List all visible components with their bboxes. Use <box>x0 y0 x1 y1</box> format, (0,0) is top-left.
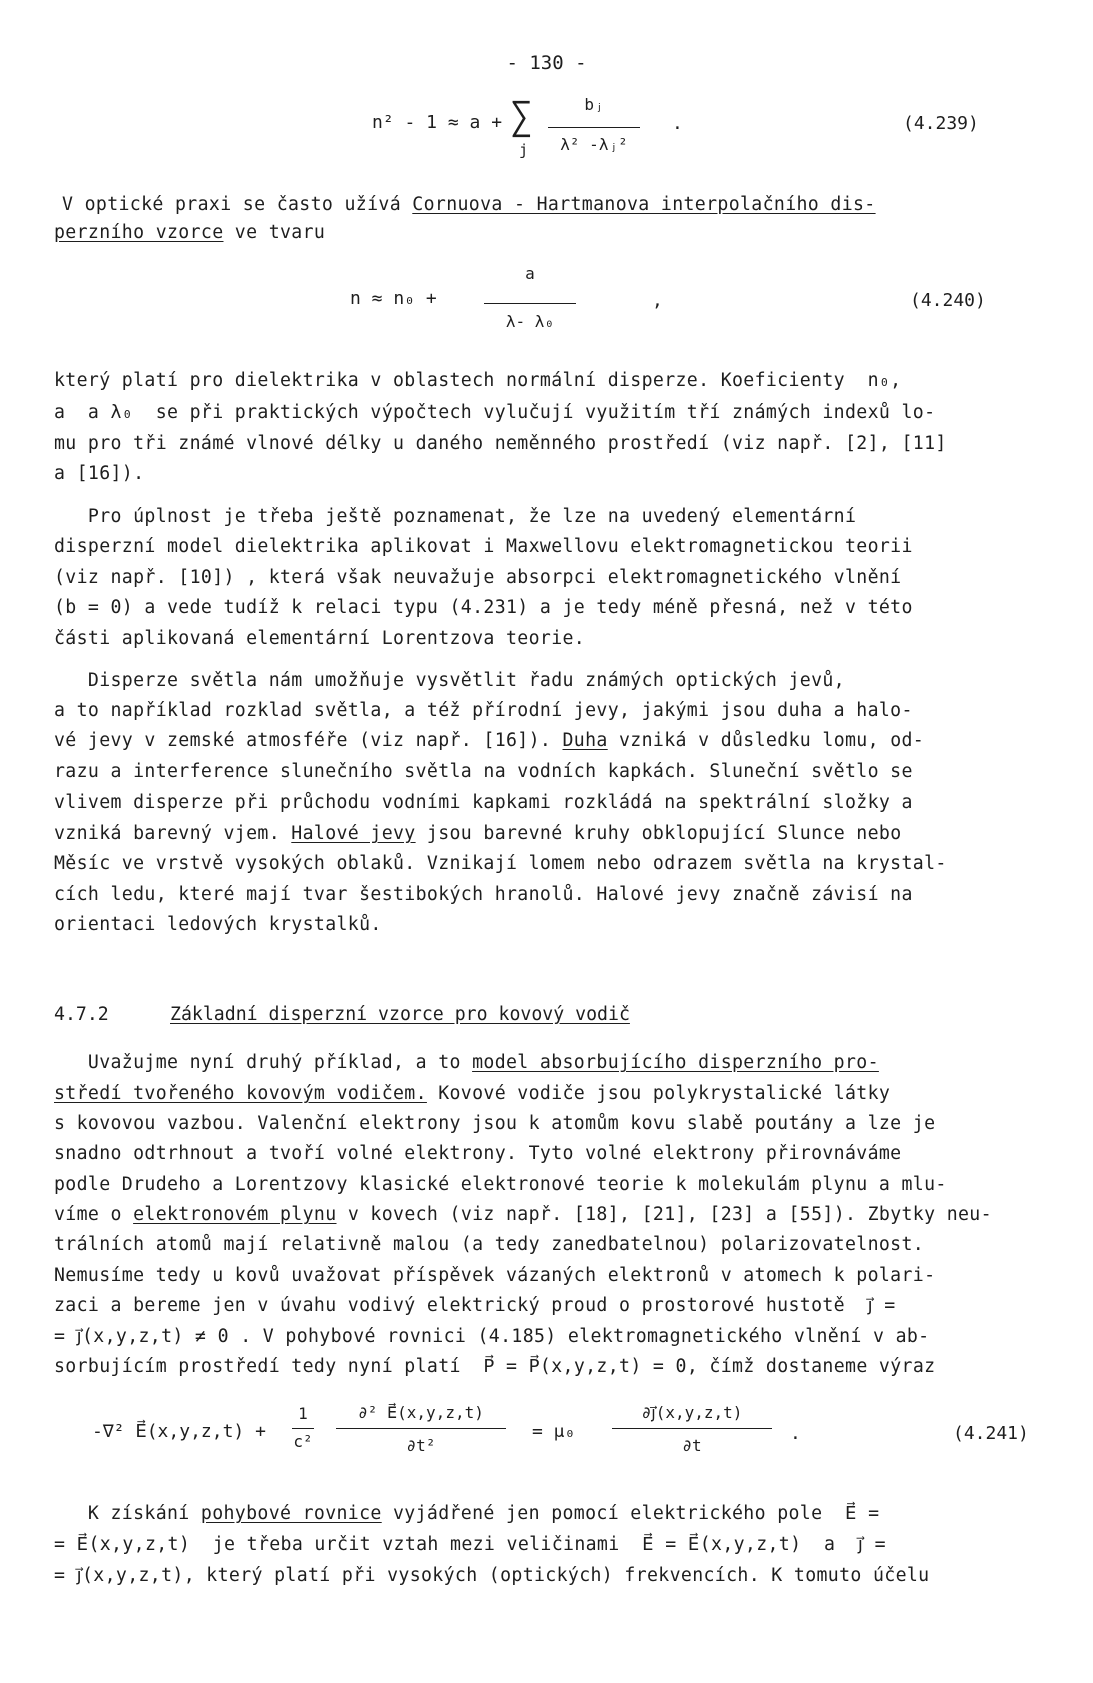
eq241-c-numerator: 1 <box>298 1404 308 1423</box>
text-line: který platí pro dielektrika v oblastech normální disperze. Koeficienty n₀, <box>54 370 902 391</box>
text-line: (viz např. [10]) , která však neuvažuje absorpci elektromagnetického vlnění <box>54 567 902 588</box>
text-line: = j⃗(x,y,z,t) ≠ 0 . V pohybové rovnici (4.185) elektromagnetického vlnění v ab- <box>54 1326 930 1347</box>
eq241-j-numerator: ∂j⃗(x,y,z,t) <box>641 1403 743 1422</box>
text-line: víme o elektronovém plynu v kovech (viz např. [18], [21], [23] a [55]). Zbytky neu- <box>54 1204 992 1225</box>
eq240-comma: , <box>652 290 663 311</box>
page-number: - 130 - <box>506 52 587 74</box>
text-line: (b = 0) a vede tudíž k relaci typu (4.231) a je tedy méně přesná, než v této <box>54 597 913 618</box>
text-line: Nemusíme tedy u kovů uvažovat příspěvek vázaných elektronů v atomech k polari- <box>54 1265 936 1286</box>
sum-symbol: ∑ <box>510 94 533 138</box>
text-line: orientaci ledových krystalků. <box>54 914 382 935</box>
text-line: V optické praxi se často užívá Cornuova - Hartmanova interpolačního dis- <box>62 194 876 215</box>
eq240-numerator: a <box>525 264 535 283</box>
text-line: části aplikovaná elementární Lorentzova teorie. <box>54 628 586 649</box>
text-line: trálních atomů mají relativně malou (a tedy zanedbatelnou) polarizovatelnost. <box>54 1234 925 1255</box>
text-line: a [16]). <box>54 463 145 484</box>
section-title: Základní disperzní vzorce pro kovový vodič <box>170 1004 630 1025</box>
eq241-d-numerator: ∂² E⃗(x,y,z,t) <box>358 1403 484 1422</box>
sum-index: j <box>519 141 529 159</box>
text-line: K získání pohybové rovnice vyjádřené jen pomocí elektrického pole E⃗ = <box>54 1503 880 1524</box>
eq241-dot: . <box>790 1423 801 1444</box>
eq241-d-denominator: ∂t² <box>406 1436 436 1455</box>
equation-number: (4.239) <box>903 113 979 134</box>
text-line: a to například rozklad světla, a též přírodní jevy, jakými jsou duha a halo- <box>54 700 913 721</box>
text-line: vé jevy v zemské atmosféře (viz např. [16]). Duha vzniká v důsledku lomu, od- <box>54 730 925 751</box>
text-line: zaci a bereme jen v úvahu vodivý elektrický proud o prostorové hustotě j⃗ = <box>54 1295 896 1316</box>
eq240-denominator: λ- λ₀ <box>505 312 555 331</box>
equation-number: (4.240) <box>910 290 986 311</box>
text-line: Pro úplnost je třeba ještě poznamenat, že lze na uvedený elementární <box>54 506 857 527</box>
eq241-term1: -∇² E⃗(x,y,z,t) + <box>92 1421 266 1442</box>
text-line: razu a interference slunečního světla na vodních kapkách. Sluneční světlo se <box>54 761 913 782</box>
equation-number: (4.241) <box>953 1423 1029 1444</box>
text-line: vzniká barevný vjem. Halové jevy jsou barevné kruhy obklopující Slunce nebo <box>54 823 902 844</box>
text-line: s kovovou vazbou. Valenční elektrony jsou k atomům kovu slabě poutány a lze je <box>54 1113 936 1134</box>
eq239-lhs: n² - 1 ≈ a + <box>372 112 503 133</box>
section-number: 4.7.2 <box>54 1004 109 1025</box>
eq240-lhs: n ≈ n₀ + <box>350 288 437 309</box>
fraction-bar <box>336 1428 506 1429</box>
fraction-bar <box>484 303 576 304</box>
eq239-numerator: bⱼ <box>584 95 604 114</box>
eq239-denominator: λ² -λⱼ² <box>560 135 628 154</box>
text-line: a a λ₀ se při praktických výpočtech vylučují využitím tří známých indexů lo- <box>54 402 936 423</box>
fraction-bar <box>612 1428 772 1429</box>
text-line: středí tvořeného kovovým vodičem. Kovové vodiče jsou polykrystalické látky <box>54 1083 891 1104</box>
text-line: podle Drudeho a Lorentzovy klasické elektronové teorie k molekulám plynu a mlu- <box>54 1174 947 1195</box>
text-line: Měsíc ve vrstvě vysokých oblaků. Vznikají lomem nebo odrazem světla na krystal- <box>54 853 947 874</box>
text-line: disperzní model dielektrika aplikovat i Maxwellovu elektromagnetickou teorii <box>54 536 913 557</box>
fraction-bar <box>548 127 640 128</box>
eq241-c-denominator: c² <box>293 1432 313 1451</box>
text-line: vlivem disperze při průchodu vodními kapkami rozkládá na spektrální složky a <box>54 792 913 813</box>
text-line: = E⃗(x,y,z,t) je třeba určit vztah mezi veličinami E⃗ = E⃗(x,y,z,t) a j⃗ = <box>54 1534 886 1555</box>
eq241-equals: = μ₀ <box>532 1421 576 1442</box>
text-line: sorbujícím prostředí tedy nyní platí P⃗ = P⃗(x,y,z,t) = 0, čímž dostaneme výraz <box>54 1356 936 1377</box>
text-line: snadno odtrhnout a tvoří volné elektrony. Tyto volné elektrony přirovnáváme <box>54 1143 902 1164</box>
text-line: perzního vzorce ve tvaru <box>54 222 326 243</box>
text-line: mu pro tři známé vlnové délky u daného neměnného prostředí (viz např. [2], [11] <box>54 433 947 454</box>
text-line: cích ledu, které mají tvar šestibokých hranolů. Halové jevy značně závisí na <box>54 884 913 905</box>
text-line: Uvažujme nyní druhý příklad, a to model absorbujícího disperzního pro- <box>54 1052 879 1073</box>
fraction-bar <box>292 1428 314 1429</box>
eq239-dot: . <box>672 113 683 134</box>
text-line: = j⃗(x,y,z,t), který platí při vysokých (optických) frekvencích. K tomuto účelu <box>54 1565 930 1586</box>
eq241-j-denominator: ∂t <box>682 1436 702 1455</box>
text-line: Disperze světla nám umožňuje vysvětlit řadu známých optických jevů, <box>54 670 845 691</box>
